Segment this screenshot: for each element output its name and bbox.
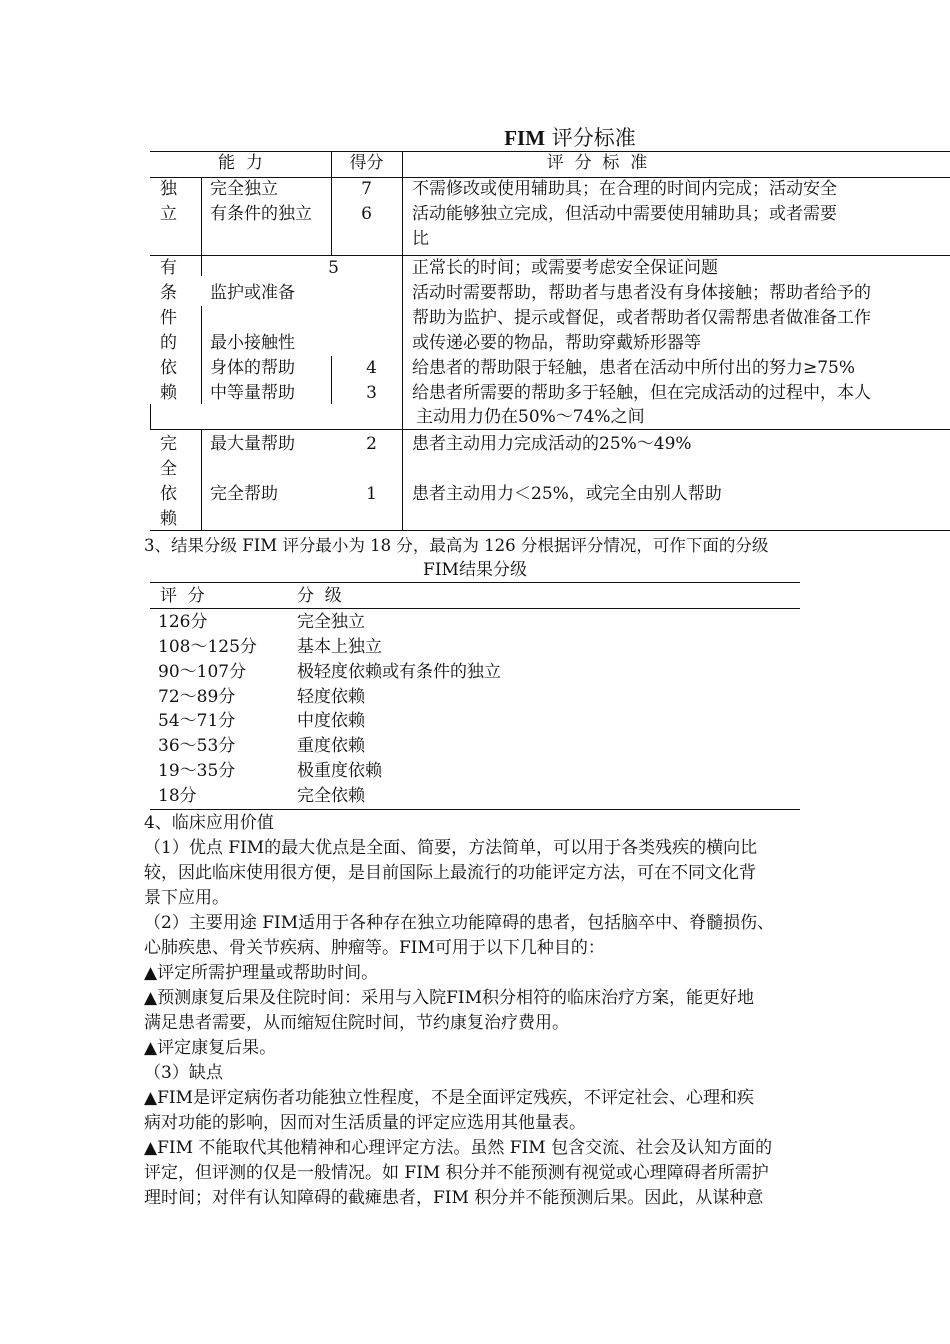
result-row-grade: 极重度依赖: [297, 761, 382, 781]
group-independent-char-1: 独: [160, 179, 177, 199]
result-row-grade: 重度依赖: [297, 736, 365, 756]
criteria-line: 患者主动用力＜25%，或完全由别人帮助: [412, 484, 722, 504]
body-line: 评定，但评测的仅是一般情况。如 FIM 积分并不能预测有视觉或心理障碍者所需护: [144, 1163, 769, 1183]
fim-table-title: [0, 122, 950, 152]
result-row-grade: 轻度依赖: [297, 687, 365, 707]
fim-vline-name-3: [201, 306, 202, 404]
result-row-score: 36～53分: [158, 736, 236, 756]
body-line: ▲评定康复后果。: [144, 1038, 277, 1058]
level-7-score: 7: [361, 179, 372, 199]
fim-header-ability: 能 力: [218, 153, 263, 173]
result-row-score: 19～35分: [158, 761, 236, 781]
fim-vline-score-2: [331, 356, 332, 404]
body-line: 景下应用。: [144, 888, 229, 908]
group-conditional-char-6: 赖: [160, 383, 177, 403]
result-table-header-rule: [150, 608, 800, 609]
result-row-grade: 基本上独立: [297, 637, 382, 657]
result-table-top-rule: [150, 582, 800, 583]
level-5b-name: 最小接触性: [210, 333, 295, 353]
result-row-score: 72～89分: [158, 687, 236, 707]
section4-heading: 4、临床应用价值: [144, 813, 274, 833]
body-line: 心肺疾患、骨关节疾病、肿瘤等。FIM可用于以下几种目的：: [144, 938, 605, 958]
group-complete-char-1: 完: [160, 434, 177, 454]
group-complete-char-3: 依: [160, 484, 177, 504]
level-1-score: 1: [366, 484, 377, 504]
result-row-score: 108～125分: [158, 637, 257, 657]
result-row-grade: 完全独立: [297, 612, 365, 632]
group-conditional-char-4: 的: [160, 333, 177, 353]
group-conditional-char-3: 件: [160, 308, 177, 328]
criteria-line: 给患者的帮助限于轻触，患者在活动中所付出的努力≥75%: [412, 358, 856, 378]
criteria-line: 患者主动用力完成活动的25%～49%: [412, 434, 692, 454]
level-7-name: 完全独立: [210, 179, 278, 199]
group-complete-char-4: 赖: [160, 509, 177, 529]
fim-vline-name: [201, 177, 202, 255]
result-row-score: 90～107分: [158, 662, 247, 682]
result-row-grade: 完全依赖: [297, 786, 365, 806]
level-4-score: 4: [366, 358, 377, 378]
result-table-title: FIM结果分级: [423, 560, 527, 580]
fim-title-bold: FIM: [504, 126, 546, 150]
criteria-line: 或传递必要的物品，帮助穿戴矫形器等: [412, 333, 701, 353]
section3-intro: 3、结果分级 FIM 评分最小为 18 分，最高为 126 分根据评分情况，可作下面的分级: [144, 536, 769, 555]
level-3-name: 中等量帮助: [210, 383, 295, 403]
level-6-name: 有条件的独立: [210, 204, 312, 224]
level-6-score: 6: [361, 204, 372, 224]
result-table-bottom-rule: [150, 809, 800, 810]
result-row-score: 54～71分: [158, 711, 236, 731]
group-independent-char-2: 立: [160, 204, 177, 224]
fim-vline-criteria: [402, 151, 403, 530]
result-row-score: 18分: [158, 786, 197, 806]
group-complete-char-2: 全: [160, 459, 177, 479]
result-header-grade: 分 级: [297, 586, 342, 606]
result-row-grade: 中度依赖: [297, 711, 365, 731]
body-line: （2）主要用途 FIM适用于各种存在独立功能障碍的患者，包括脑卒中、脊髓损伤、: [144, 913, 775, 933]
body-line: 较，因此临床使用很方便，是目前国际上最流行的功能评定方法，可在不同文化背: [144, 863, 756, 883]
fim-header-score: 得分: [349, 153, 384, 173]
criteria-line: 不需修改或使用辅助具；在合理的时间内完成；活动安全: [412, 179, 837, 199]
body-line: ▲FIM 不能取代其他精神和心理评定方法。虽然 FIM 包含交流、社会及认知方面的: [144, 1138, 773, 1158]
criteria-line: 主动用力仍在50%～74%之间: [416, 407, 645, 427]
result-header-score: 评 分: [160, 586, 205, 606]
criteria-line: 活动能够独立完成，但活动中需要使用辅助具；或者需要: [412, 204, 837, 224]
group-conditional-char-5: 依: [160, 358, 177, 378]
body-line: （1）优点 FIM的最大优点是全面、简要，方法简单，可以用于各类残疾的横向比: [144, 838, 758, 858]
result-row-grade: 极轻度依赖或有条件的独立: [297, 662, 501, 682]
fim-vline-name-4: [201, 430, 202, 530]
criteria-line: 给患者所需要的帮助多于轻触，但在完成活动的过程中，本人: [412, 383, 871, 403]
body-line: 理时间；对伴有认知障碍的截瘫患者，FIM 积分并不能预测后果。因此，从谋种意: [144, 1188, 764, 1208]
level-1-name: 完全帮助: [210, 484, 278, 504]
group-conditional-char-1: 有: [160, 258, 177, 278]
body-line: 满足患者需要，从而缩短住院时间，节约康复治疗费用。: [144, 1013, 569, 1033]
group-conditional-char-2: 条: [160, 283, 177, 303]
level-5-score: 5: [328, 258, 339, 278]
level-2-score: 2: [366, 434, 377, 454]
criteria-line: 正常长的时间；或需要考虑安全保证问题: [412, 258, 718, 278]
body-line: 病对功能的影响，因而对生活质量的评定应选用其他量表。: [144, 1113, 586, 1133]
criteria-line: 比: [412, 229, 429, 249]
fim-title-rest: 评分标准: [545, 126, 636, 150]
body-line: ▲评定所需护理量或帮助时间。: [144, 963, 379, 983]
fim-header-criteria: 评 分 标 准: [546, 153, 648, 173]
level-3-score: 3: [366, 383, 377, 403]
criteria-line: 帮助为监护、提示或督促，或者帮助者仅需帮患者做准备工作: [412, 308, 871, 328]
result-row-score: 126分: [158, 612, 208, 632]
level-5-name: 监护或准备: [210, 283, 295, 303]
body-line: ▲预测康复后果及住院时间：采用与入院FIM积分相符的临床治疗方案，能更好地: [144, 988, 754, 1008]
level-4-name: 身体的帮助: [210, 358, 295, 378]
body-line: ▲FIM是评定病伤者功能独立性程度，不是全面评定残疾，不评定社会、心理和疾: [144, 1088, 754, 1108]
body-line: （3）缺点: [144, 1063, 223, 1083]
level-2-name: 最大量帮助: [210, 434, 295, 454]
criteria-line: 活动时需要帮助，帮助者与患者没有身体接触；帮助者给予的: [412, 283, 871, 303]
fim-vline-name-2: [201, 256, 202, 276]
fim-vline-left-3: [150, 404, 151, 430]
fim-table-bottom-rule: [150, 530, 950, 531]
